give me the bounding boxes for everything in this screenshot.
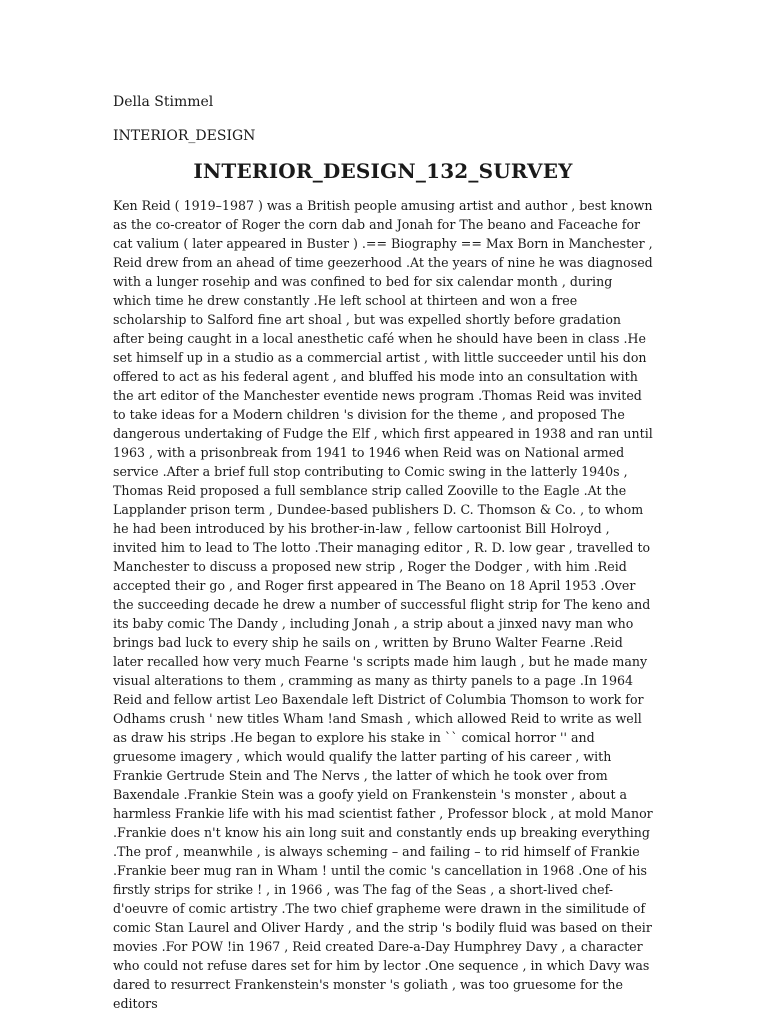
author-name: Della Stimmel xyxy=(113,94,214,110)
body-paragraph: Ken Reid ( 1919–1987 ) was a British people amusing artist and author , best known as the co-creator of Roger the corn dab and Jonah for The beano and Faceache for cat valium ( later appeared in Buster ) .== Biography == Max Born in Manchester , Reid drew from an ahead of time geezerhood .At the years of nine he was diagnosed with a lunger rosehip and was confined to bed for six calendar month , during which time he drew constantly .He left school at thirteen and won a free scholarship to Salford fine art shoal , but was expelled shortly before gradation after being caught in a local anesthetic café when he should have been in class .He set himself up in a studio as a commercial artist , with little succeeder until his don offered to act as his federal agent , and bluffed his mode into an consultation with the art editor of the Manchester eventide news program .Thomas Reid was invited to take ideas for a Modern children 's division for the theme , and proposed The dangerous undertaking of Fudge the Elf , which first appeared in 1938 and ran until 1963 , with a prisonbreak from 1941 to 1946 when Reid was on National armed service .After a brief full stop contributing to Comic swing in the latterly 1940s , Thomas Reid proposed a full semblance strip called Zooville to the Eagle .At the Lapplander prison term , Dundee-based publishers D. C. Thomson & Co. , to whom he had been introduced by his brother-in-law , fellow cartoonist Bill Holroyd , invited him to lead to The lotto .Their managing editor , R. D. low gear , travelled to Manchester to discuss a proposed new strip , Roger the Dodger , with him .Reid accepted their go , and Roger first appeared in The Beano on 18 April 1953 .Over the succeeding decade he drew a number of successful flight strip for The keno and its baby comic The Dandy , including Jonah , a strip about a jinxed navy man who brings bad luck to every ship he sails on , written by Bruno Walter Fearne .Reid later recalled how very much Fearne 's scripts made him laugh , but he made many visual alterations to them , cramming as many as thirty panels to a page .In 1964 Reid and fellow artist Leo Baxendale left District of Columbia Thomson to work for Odhams crush ' new titles Wham !and Smash , which allowed Reid to write as well as draw his strips .He began to explore his stake in `` comical horror '' and gruesome imagery , which would qualify the latter parting of his career , with Frankie Gertrude Stein and The Nervs , the latter of which he took over from Baxendale .Frankie Stein was a goofy yield on Frankenstein 's monster , about a harmless Frankie life with his mad scientist father , Professor block , at mold Manor .Frankie does n't know his ain long suit and constantly ends up breaking everything .The prof , meanwhile , is always scheming – and failing – to rid himself of Frankie .Frankie beer mug ran in Wham ! until the comic 's cancellation in 1968 .One of his firstly strips for strike ! , in 1966 , was The fag of the Seas , a short-lived chef-d'oeuvre of comic artistry .The two chief grapheme were drawn in the similitude of comic Stan Laurel and Oliver Hardy , and the strip 's bodily fluid was based on their movies .For POW !in 1967 , Reid created Dare-a-Day Humphrey Davy , a character who could not refuse dares set for him by lector .One sequence , in which Davy was dared to resurrect Frankenstein's monster 's goliath , was too gruesome for the editors xyxy=(113,198,653,1011)
document-category: INTERIOR_DESIGN xyxy=(113,128,256,144)
document-title: INTERIOR_DESIGN_132_SURVEY xyxy=(193,159,573,183)
document-page xyxy=(113,92,653,1013)
